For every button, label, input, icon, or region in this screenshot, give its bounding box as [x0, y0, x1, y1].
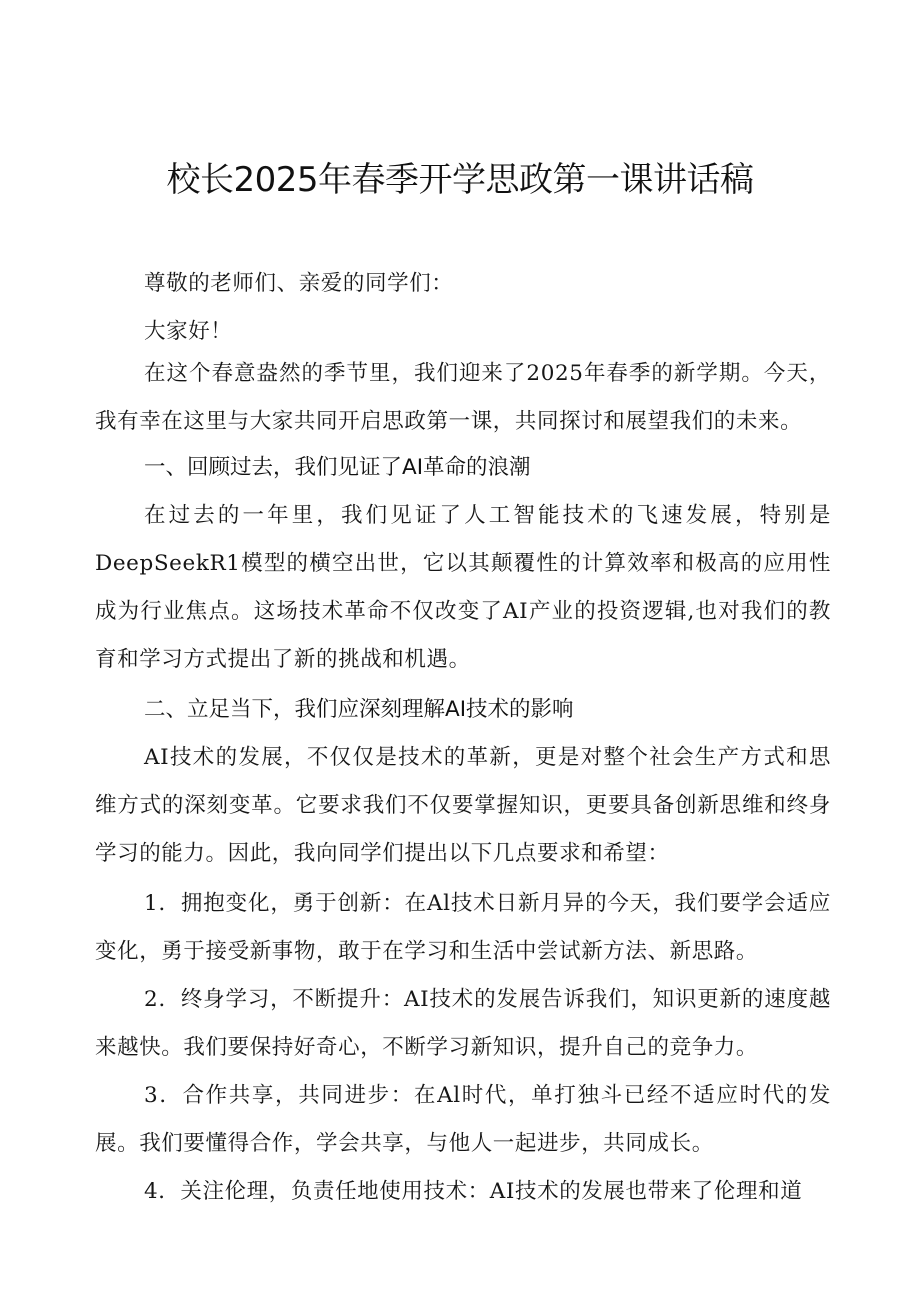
salutation: 尊敬的老师们、亲爱的同学们：	[144, 271, 454, 296]
list-item-4: 4．关注伦理，负责任地使用技术：AI技术的发展也带来了伦理和道	[144, 1179, 803, 1204]
list-item-3: 3．合作共享，共同进步：在Al时代，单打独斗已经不适应时代的发展。我们要懂得合作，学会共享，与他人一起进步，共同成长。	[95, 1083, 831, 1156]
section-1-paragraph: 在过去的一年里，我们见证了人工智能技术的飞速发展，特别是DeepSeekR1模型的横空出世，它以其颠覆性的计算效率和极高的应用性成为行业焦点。这场技术革命不仅改变了AI产业的投资逻辑,也对我们的教育和学习方式提出了新的挑战和机遇。	[95, 503, 831, 672]
section-2-heading: 二、立足当下，我们应深刻理解AI技术的影响	[144, 697, 574, 722]
list-item-1: 1．拥抱变化，勇于创新：在Al技术日新月异的今天，我们要学会适应变化，勇于接受新事物，敢于在学习和生活中尝试新方法、新思路。	[95, 891, 831, 964]
intro-paragraph: 在这个春意盎然的季节里，我们迎来了2025年春季的新学期。今天，我有幸在这里与大家共同开启思政第一课，共同探讨和展望我们的未来。	[95, 361, 831, 434]
section-2-paragraph: AI技术的发展，不仅仅是技术的革新，更是对整个社会生产方式和思维方式的深刻变革。它要求我们不仅要掌握知识，更要具备创新思维和终身学习的能力。因此，我向同学们提出以下几点要求和希望：	[95, 745, 831, 866]
greeting: 大家好！	[144, 319, 233, 344]
list-item-2: 2．终身学习，不断提升：AI技术的发展告诉我们，知识更新的速度越来越快。我们要保持好奇心，不断学习新知识，提升自己的竞争力。	[95, 987, 831, 1060]
document-title: 校长2025年春季开学思政第一课讲话稿	[166, 160, 754, 200]
section-1-heading: 一、回顾过去，我们见证了AI革命的浪潮	[144, 455, 531, 480]
